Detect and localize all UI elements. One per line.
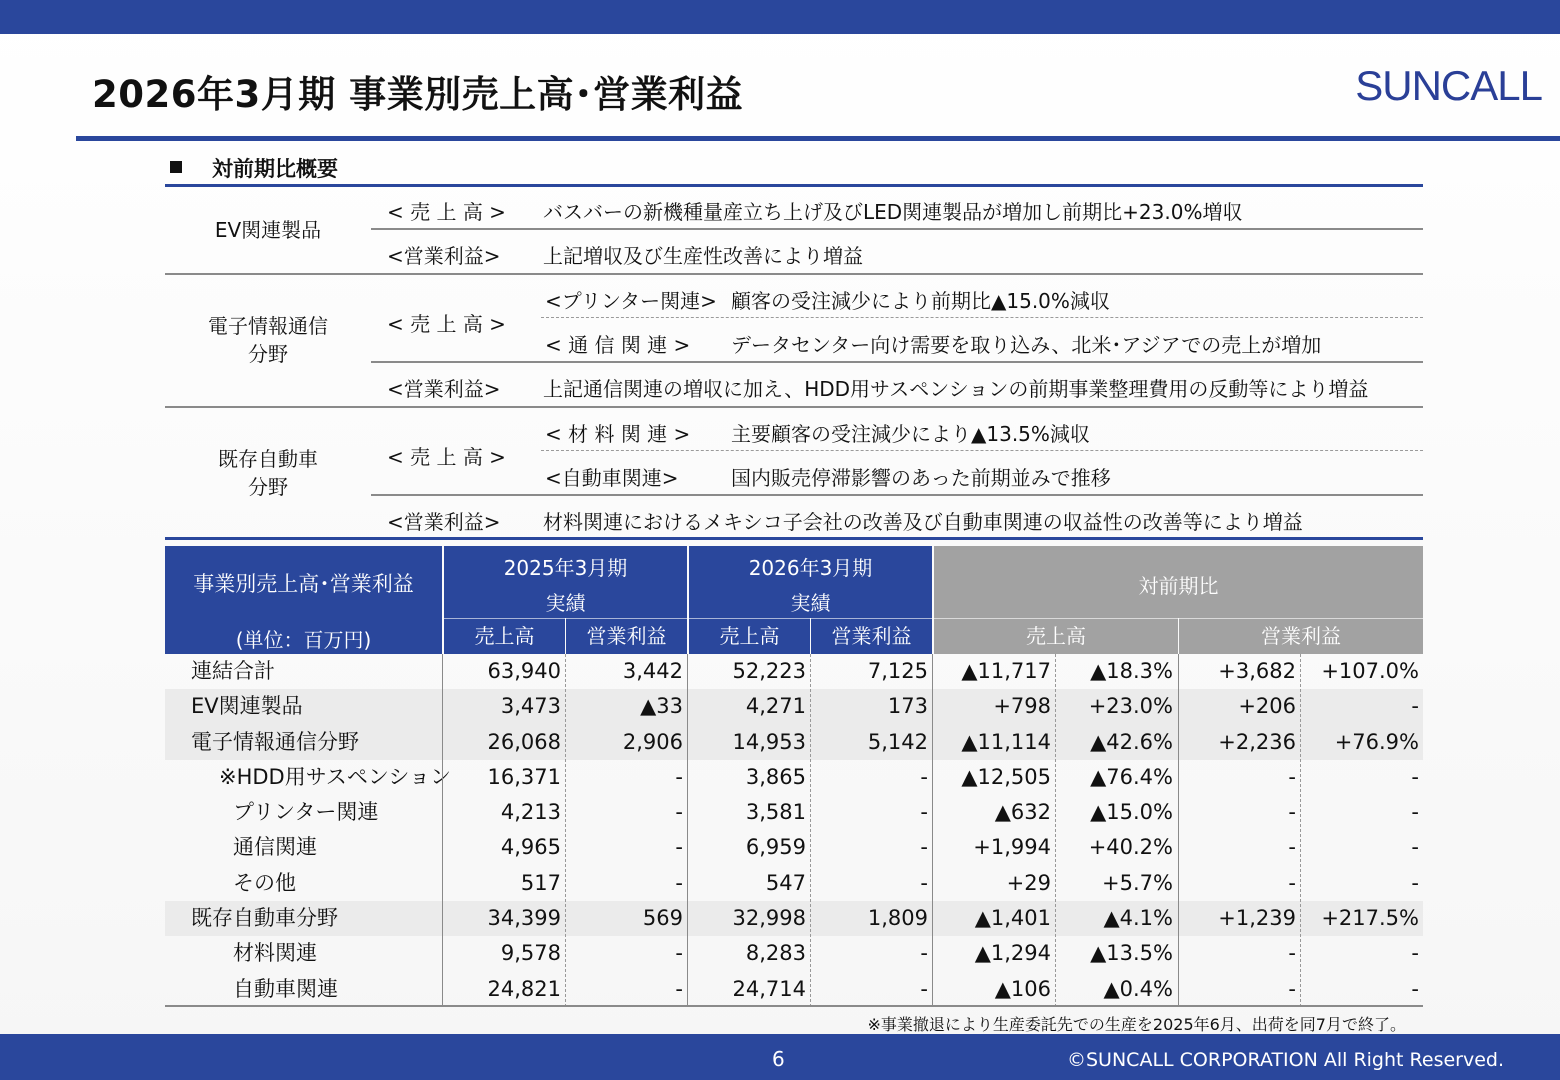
section-heading-text: 対前期比概要 xyxy=(212,157,338,181)
table-row xyxy=(165,725,1423,760)
cell-sales-2026: 52,223 xyxy=(732,659,806,683)
ev-sales-text: バスバーの新機種量産立ち上げ及びLED関連製品が増加し前期比+23.0%増収 xyxy=(543,200,1243,224)
electronics-profit-tag: <営業利益> xyxy=(387,377,501,401)
cell-sales-change: ▲12,505 xyxy=(961,764,1051,789)
table-row xyxy=(165,936,1423,971)
cell-sales-change-pct: ▲13.5% xyxy=(1090,941,1173,966)
cell-profit-change: - xyxy=(1288,941,1296,966)
cell-sales-change-pct: ▲42.6% xyxy=(1090,729,1173,754)
cell-sales-change: +798 xyxy=(993,694,1051,719)
title-underline xyxy=(76,136,1560,141)
header-fy2026 xyxy=(689,546,932,618)
cell-sales-change-pct: +5.7% xyxy=(1102,870,1173,895)
table-row xyxy=(165,689,1423,724)
row-label: 既存自動車分野 xyxy=(191,906,338,931)
cell-profit-change: - xyxy=(1288,976,1296,1001)
cell-sales-2025: 24,821 xyxy=(487,976,561,1001)
header-fy2026-profit: 営業利益 xyxy=(811,618,932,654)
cell-sales-change: ▲106 xyxy=(994,976,1051,1001)
cell-profit-2026: 173 xyxy=(887,694,928,719)
auto-category-line1: 既存自動車 xyxy=(218,447,318,471)
column-divider xyxy=(932,654,933,1007)
header-fy2026-sales: 売上高 xyxy=(689,618,810,654)
cell-profit-change: +2,236 xyxy=(1218,729,1296,754)
cell-profit-2025: - xyxy=(675,764,683,789)
cell-sales-change-pct: ▲0.4% xyxy=(1103,976,1173,1001)
cell-profit-change: - xyxy=(1288,800,1296,825)
cell-profit-change-pct: - xyxy=(1411,870,1419,895)
header-yoy-label: 対前期比 xyxy=(1138,574,1219,598)
cell-profit-change: - xyxy=(1288,870,1296,895)
top-brand-bar xyxy=(0,0,1560,34)
cell-sales-change: +1,994 xyxy=(973,835,1051,860)
cell-sales-change-pct: ▲18.3% xyxy=(1090,659,1173,683)
auto-sub2-tag: <自動車関連> xyxy=(545,466,679,490)
cell-sales-2026: 6,959 xyxy=(745,835,806,860)
row-label: 自動車関連 xyxy=(233,976,338,1001)
cell-sales-2026: 547 xyxy=(765,870,806,895)
page-title: 2026年3月期 事業別売上高･営業利益 xyxy=(92,73,744,116)
column-divider xyxy=(565,654,566,1007)
cell-sales-2025: 16,371 xyxy=(487,764,561,789)
cell-profit-2026: 5,142 xyxy=(867,729,928,754)
auto-sub1-tag: < 材 料 関 連 > xyxy=(545,422,691,446)
cell-profit-change-pct: - xyxy=(1411,835,1419,860)
column-divider xyxy=(1178,654,1179,1007)
divider xyxy=(371,361,1423,363)
header-fy2025-profit: 営業利益 xyxy=(566,618,687,654)
cell-profit-change: +3,682 xyxy=(1218,659,1296,683)
cell-profit-2025: ▲33 xyxy=(640,694,683,719)
auto-sub2-text: 国内販売停滞影響のあった前期並みで推移 xyxy=(731,466,1111,490)
cell-profit-change-pct: +107.0% xyxy=(1321,659,1419,683)
cell-sales-change-pct: ▲15.0% xyxy=(1090,800,1173,825)
table-header xyxy=(165,546,1423,654)
cell-sales-2025: 9,578 xyxy=(500,941,561,966)
column-divider xyxy=(810,654,811,1007)
cell-profit-2026: - xyxy=(920,800,928,825)
row-label: 通信関連 xyxy=(233,835,317,860)
auto-sub1-text: 主要顧客の受注減少により▲13.5%減収 xyxy=(731,422,1090,446)
cell-profit-2026: 7,125 xyxy=(867,659,928,683)
cell-sales-2025: 26,068 xyxy=(487,729,561,754)
cell-sales-change: +29 xyxy=(1006,870,1051,895)
table-row xyxy=(165,972,1423,1007)
electronics-category-line2: 分野 xyxy=(248,342,288,366)
page-number: 6 xyxy=(772,1047,785,1071)
ev-category: EV関連製品 xyxy=(214,218,322,242)
cell-profit-2025: 2,906 xyxy=(622,729,683,754)
divider xyxy=(165,273,1423,275)
table-row xyxy=(165,654,1423,689)
header-fy2025-line1: 2025年3月期 xyxy=(503,556,628,580)
divider xyxy=(165,406,1423,408)
ev-profit-tag: <営業利益> xyxy=(387,244,501,268)
overview-bottom-rule xyxy=(165,537,1423,540)
column-divider xyxy=(1300,654,1301,1007)
header-yoy-sales: 売上高 xyxy=(934,618,1178,654)
cell-sales-2026: 3,865 xyxy=(745,764,806,789)
cell-profit-2026: - xyxy=(920,941,928,966)
cell-sales-change-pct: +40.2% xyxy=(1088,835,1173,860)
cell-profit-change-pct: - xyxy=(1411,800,1419,825)
cell-sales-2025: 34,399 xyxy=(487,906,561,931)
cell-profit-2026: - xyxy=(920,764,928,789)
cell-profit-2026: 1,809 xyxy=(867,906,928,931)
cell-profit-change: - xyxy=(1288,764,1296,789)
table-body xyxy=(165,654,1423,1007)
auto-profit-tag: <営業利益> xyxy=(387,510,501,534)
cell-profit-2025: - xyxy=(675,870,683,895)
electronics-sales-tag: < 売 上 高 > xyxy=(387,312,506,336)
header-fy2025-line2: 実績 xyxy=(545,591,586,615)
auto-sales-tag: < 売 上 高 > xyxy=(387,445,506,469)
auto-profit-text: 材料関連におけるメキシコ子会社の改善及び自動車関連の収益性の改善等により増益 xyxy=(543,510,1303,534)
cell-profit-change-pct: - xyxy=(1411,694,1419,719)
cell-sales-change: ▲1,401 xyxy=(974,906,1051,931)
cell-sales-change-pct: ▲76.4% xyxy=(1090,764,1173,789)
row-label: その他 xyxy=(233,870,296,895)
square-bullet-icon xyxy=(170,161,182,173)
suncall-logo: SUNCALL xyxy=(1355,62,1542,109)
cell-profit-2026: - xyxy=(920,835,928,860)
column-divider xyxy=(1055,654,1056,1007)
cell-sales-change: ▲632 xyxy=(994,800,1051,825)
cell-profit-change-pct: - xyxy=(1411,764,1419,789)
column-divider xyxy=(442,654,443,1007)
electronics-profit-text: 上記通信関連の増収に加え、HDD用サスペンションの前期事業整理費用の反動等により増益 xyxy=(543,377,1369,401)
cell-sales-2025: 63,940 xyxy=(487,659,561,683)
electronics-category xyxy=(165,312,371,368)
cell-sales-2025: 3,473 xyxy=(500,694,561,719)
row-label: 電子情報通信分野 xyxy=(191,729,359,754)
header-yoy xyxy=(934,546,1423,618)
cell-profit-change-pct: +217.5% xyxy=(1321,906,1419,931)
cell-sales-2026: 14,953 xyxy=(732,729,806,754)
cell-profit-2025: - xyxy=(675,941,683,966)
cell-profit-change-pct: - xyxy=(1411,941,1419,966)
electronics-sub2-text: データセンター向け需要を取り込み、北米･アジアでの売上が増加 xyxy=(731,333,1322,357)
table-row xyxy=(165,795,1423,830)
electronics-sub1-tag: <プリンター関連> xyxy=(545,289,717,313)
divider xyxy=(371,228,1423,230)
ev-profit-text: 上記増収及び生産性改善により増益 xyxy=(543,244,863,268)
cell-profit-change-pct: - xyxy=(1411,976,1419,1001)
cell-sales-2026: 4,271 xyxy=(745,694,806,719)
header-title-cell xyxy=(165,546,442,654)
table-footnote: ※事業撤退により生産委託先での生産を2025年6月、出荷を同7月で終了。 xyxy=(867,1015,1406,1034)
header-divider xyxy=(444,618,1423,619)
cell-profit-2025: 569 xyxy=(642,906,683,931)
dashed-divider xyxy=(541,450,1423,451)
header-yoy-profit: 営業利益 xyxy=(1179,618,1423,654)
cell-sales-2026: 32,998 xyxy=(732,906,806,931)
header-fy2025-sales: 売上高 xyxy=(444,618,565,654)
cell-profit-2025: - xyxy=(675,835,683,860)
row-label: EV関連製品 xyxy=(191,694,303,719)
electronics-sub1-text: 顧客の受注減少により前期比▲15.0%減収 xyxy=(731,289,1110,313)
header-fy2026-line1: 2026年3月期 xyxy=(748,556,873,580)
cell-profit-2026: - xyxy=(920,870,928,895)
ev-sales-tag: < 売 上 高 > xyxy=(387,200,506,224)
cell-sales-2026: 24,714 xyxy=(732,976,806,1001)
row-label: 材料関連 xyxy=(233,941,317,966)
header-fy2025 xyxy=(444,546,687,618)
electronics-sub2-tag: < 通 信 関 連 > xyxy=(545,333,691,357)
cell-sales-change: ▲11,717 xyxy=(961,659,1051,683)
table-row xyxy=(165,901,1423,936)
auto-category xyxy=(165,445,371,501)
cell-profit-2025: - xyxy=(675,976,683,1001)
row-label: プリンター関連 xyxy=(233,800,379,825)
cell-sales-change: ▲11,114 xyxy=(961,729,1051,754)
row-label: 連結合計 xyxy=(191,659,275,683)
sales-profit-table xyxy=(165,546,1423,1001)
row-label: ※HDD用サスペンション xyxy=(219,764,451,789)
cell-profit-change: - xyxy=(1288,835,1296,860)
cell-sales-change-pct: +23.0% xyxy=(1088,694,1173,719)
cell-sales-change: ▲1,294 xyxy=(974,941,1051,966)
table-row xyxy=(165,866,1423,901)
cell-sales-2025: 4,965 xyxy=(500,835,561,860)
overview-block xyxy=(165,184,1423,540)
cell-sales-2025: 517 xyxy=(520,870,561,895)
column-divider xyxy=(687,654,688,1007)
table-row xyxy=(165,830,1423,865)
header-title: 事業別売上高･営業利益 xyxy=(193,572,414,596)
footer-bar xyxy=(0,1034,1560,1080)
header-unit: (単位：百万円) xyxy=(235,628,372,652)
cell-profit-2026: - xyxy=(920,976,928,1001)
cell-profit-change: +1,239 xyxy=(1218,906,1296,931)
copyright: ©SUNCALL CORPORATION All Right Reserved. xyxy=(1067,1049,1504,1071)
electronics-category-line1: 電子情報通信 xyxy=(208,314,328,338)
cell-sales-2025: 4,213 xyxy=(500,800,561,825)
cell-profit-2025: - xyxy=(675,800,683,825)
section-heading xyxy=(170,153,338,183)
cell-sales-2026: 8,283 xyxy=(745,941,806,966)
table-bottom-rule xyxy=(165,1005,1423,1007)
table-row xyxy=(165,760,1423,795)
cell-sales-change-pct: ▲4.1% xyxy=(1103,906,1173,931)
header-fy2026-line2: 実績 xyxy=(790,591,831,615)
divider xyxy=(371,494,1423,496)
cell-profit-2025: 3,442 xyxy=(622,659,683,683)
dashed-divider xyxy=(541,317,1423,318)
overview-top-rule xyxy=(165,184,1423,187)
auto-category-line2: 分野 xyxy=(248,475,288,499)
cell-sales-2026: 3,581 xyxy=(745,800,806,825)
cell-profit-change: +206 xyxy=(1238,694,1296,719)
cell-profit-change-pct: +76.9% xyxy=(1334,729,1419,754)
